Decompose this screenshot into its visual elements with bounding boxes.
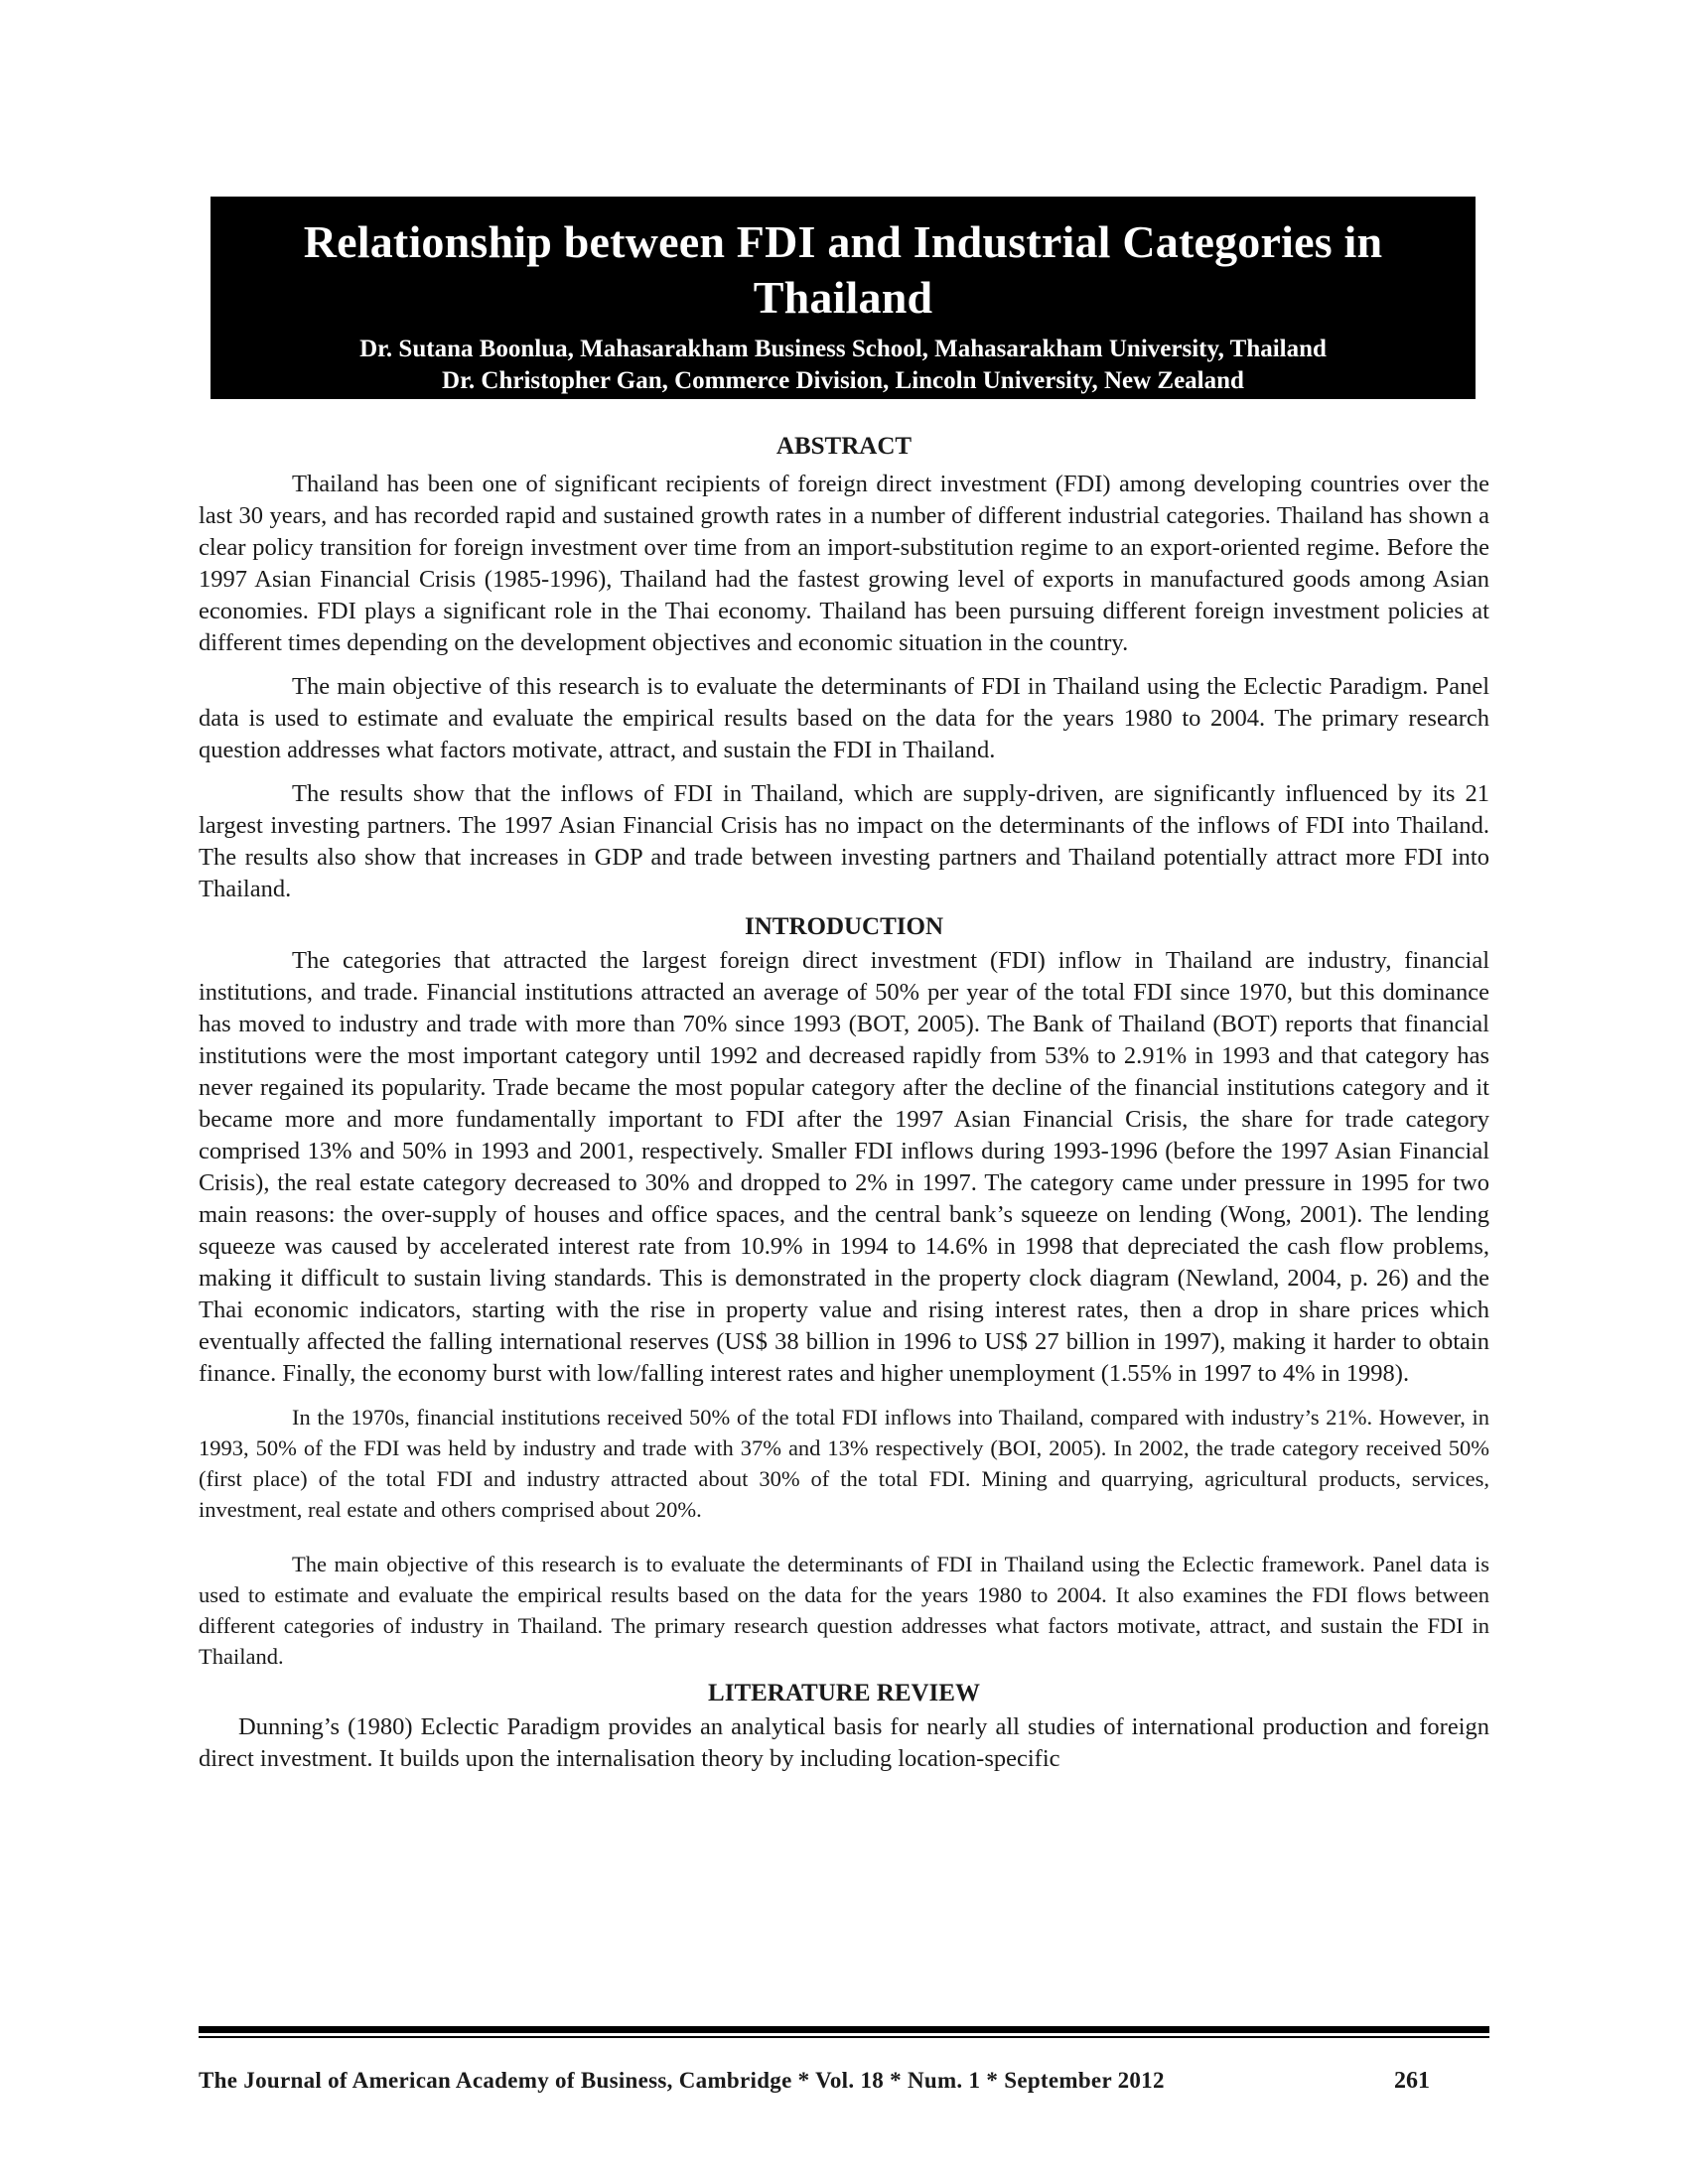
- footer-rule-thin: [199, 2036, 1489, 2038]
- introduction-paragraph: The main objective of this research is to evaluate the determinants of FDI in Thailand using the Eclectic framework. Panel data is used to estimate and evaluate the empirical results based on the data for the years 1980 to 2004. It also examines the FDI flows between different categories of industry in Thailand. The primary research question addresses what factors motivate, attract, and sustain the FDI in Thailand.: [199, 1552, 1489, 1669]
- abstract-heading: ABSTRACT: [775, 433, 913, 460]
- literature-review-paragraph: Dunning’s (1980) Eclectic Paradigm provides an analytical basis for nearly all studies of international production and foreign direct investment. It builds upon the internalisation theory by including location-specific: [199, 1713, 1489, 1772]
- introduction-paragraph: In the 1970s, financial institutions received 50% of the total FDI inflows into Thailand, compared with industry’s 21%. However, in 1993, 50% of the FDI was held by industry and trade with 37% and 13% respectively (BOI, 2005). In 2002, the trade category received 50% (first place) of the total FDI and industry attracted about 30% of the total FDI. Mining and quarrying, agricultural products, services, investment, real estate and others comprised about 20%.: [199, 1405, 1489, 1522]
- article-body: [199, 429, 1489, 1775]
- introduction-heading: INTRODUCTION: [744, 913, 944, 940]
- introduction-paragraph: The categories that attracted the largest foreign direct investment (FDI) inflow in Thailand are industry, financial institutions, and trade. Financial institutions attracted an average of 50% per year of the total FDI since 1970, but this dominance has moved to industry and trade with more than 70% since 1993 (BOT, 2005). The Bank of Thailand (BOT) reports that financial institutions were the most important category until 1992 and decreased rapidly from 53% to 2.91% in 1993 and that category has never regained its popularity. Trade became the most popular category after the decline of the financial institutions category and it became more and more fundamentally important to FDI after the 1997 Asian Financial Crisis, the share for trade category comprised 13% and 50% in 1993 and 2001, respectively. Smaller FDI inflows during 1993-1996 (before the 1997 Asian Financial Crisis), the real estate category decreased to 30% and dropped to 2% in 1997. The category came under pressure in 1995 for two main reasons: the over-supply of houses and office spaces, and the central bank’s squeeze on lending (Wong, 2001). The lending squeeze was caused by accelerated interest rate from 10.9% in 1994 to 14.6% in 1998 that depreciated the cash flow problems, making it difficult to sustain living standards. This is demonstrated in the property clock diagram (Newland, 2004, p. 26) and the Thai economic indicators, starting with the rise in property value and rising interest rates, then a drop in share prices which eventually affected the falling international reserves (US$ 38 billion in 1996 to US$ 27 billion in 1997), making it harder to obtain finance. Finally, the economy burst with low/falling interest rates and higher unemployment (1.55% in 1997 to 4% in 1998).: [199, 947, 1489, 1387]
- title-banner: [211, 197, 1476, 426]
- author-line: Dr. Minsoo Lee, HSBC Business School, Peking University, China: [495, 399, 1191, 426]
- paper-title: Relationship between FDI and Industrial Categories in Thailand: [303, 216, 1383, 323]
- page-number: 261: [1394, 2068, 1430, 2094]
- author-line: Dr. Sutana Boonlua, Mahasarakham Business School, Mahasarakham University, Thailand: [359, 336, 1327, 362]
- literature-review-heading: LITERATURE REVIEW: [708, 1680, 980, 1706]
- abstract-paragraph: Thailand has been one of significant recipients of foreign direct investment (FDI) among developing countries over the last 30 years, and has recorded rapid and sustained growth rates in a number of different industrial categories. Thailand has shown a clear policy transition for foreign investment over time from an import-substitution regime to an export-oriented regime. Before the 1997 Asian Financial Crisis (1985-1996), Thailand had the fastest growing level of exports in manufactured goods among Asian economies. FDI plays a significant role in the Thai economy. Thailand has been pursuing different foreign investment policies at different times depending on the development objectives and economic situation in the country.: [199, 471, 1489, 656]
- page-footer: [199, 2064, 1489, 2098]
- abstract-paragraph: The main objective of this research is to evaluate the determinants of FDI in Thailand using the Eclectic Paradigm. Panel data is used to estimate and evaluate the empirical results based on the data for the years 1980 to 2004. The primary research question addresses what factors motivate, attract, and sustain the FDI in Thailand.: [199, 673, 1489, 763]
- abstract-paragraph: The results show that the inflows of FDI in Thailand, which are supply-driven, are significantly influenced by its 21 largest investing partners. The 1997 Asian Financial Crisis has no impact on the determinants of the inflows of FDI into Thailand. The results also show that increases in GDP and trade between investing partners and Thailand potentially attract more FDI into Thailand.: [199, 780, 1489, 902]
- journal-citation: The Journal of American Academy of Business, Cambridge * Vol. 18 * Num. 1 * September 2012: [199, 2068, 1165, 2093]
- author-line: Dr. Christopher Gan, Commerce Division, Lincoln University, New Zealand: [442, 367, 1244, 394]
- author-list: [211, 334, 1476, 429]
- footer-rule: [199, 2026, 1489, 2033]
